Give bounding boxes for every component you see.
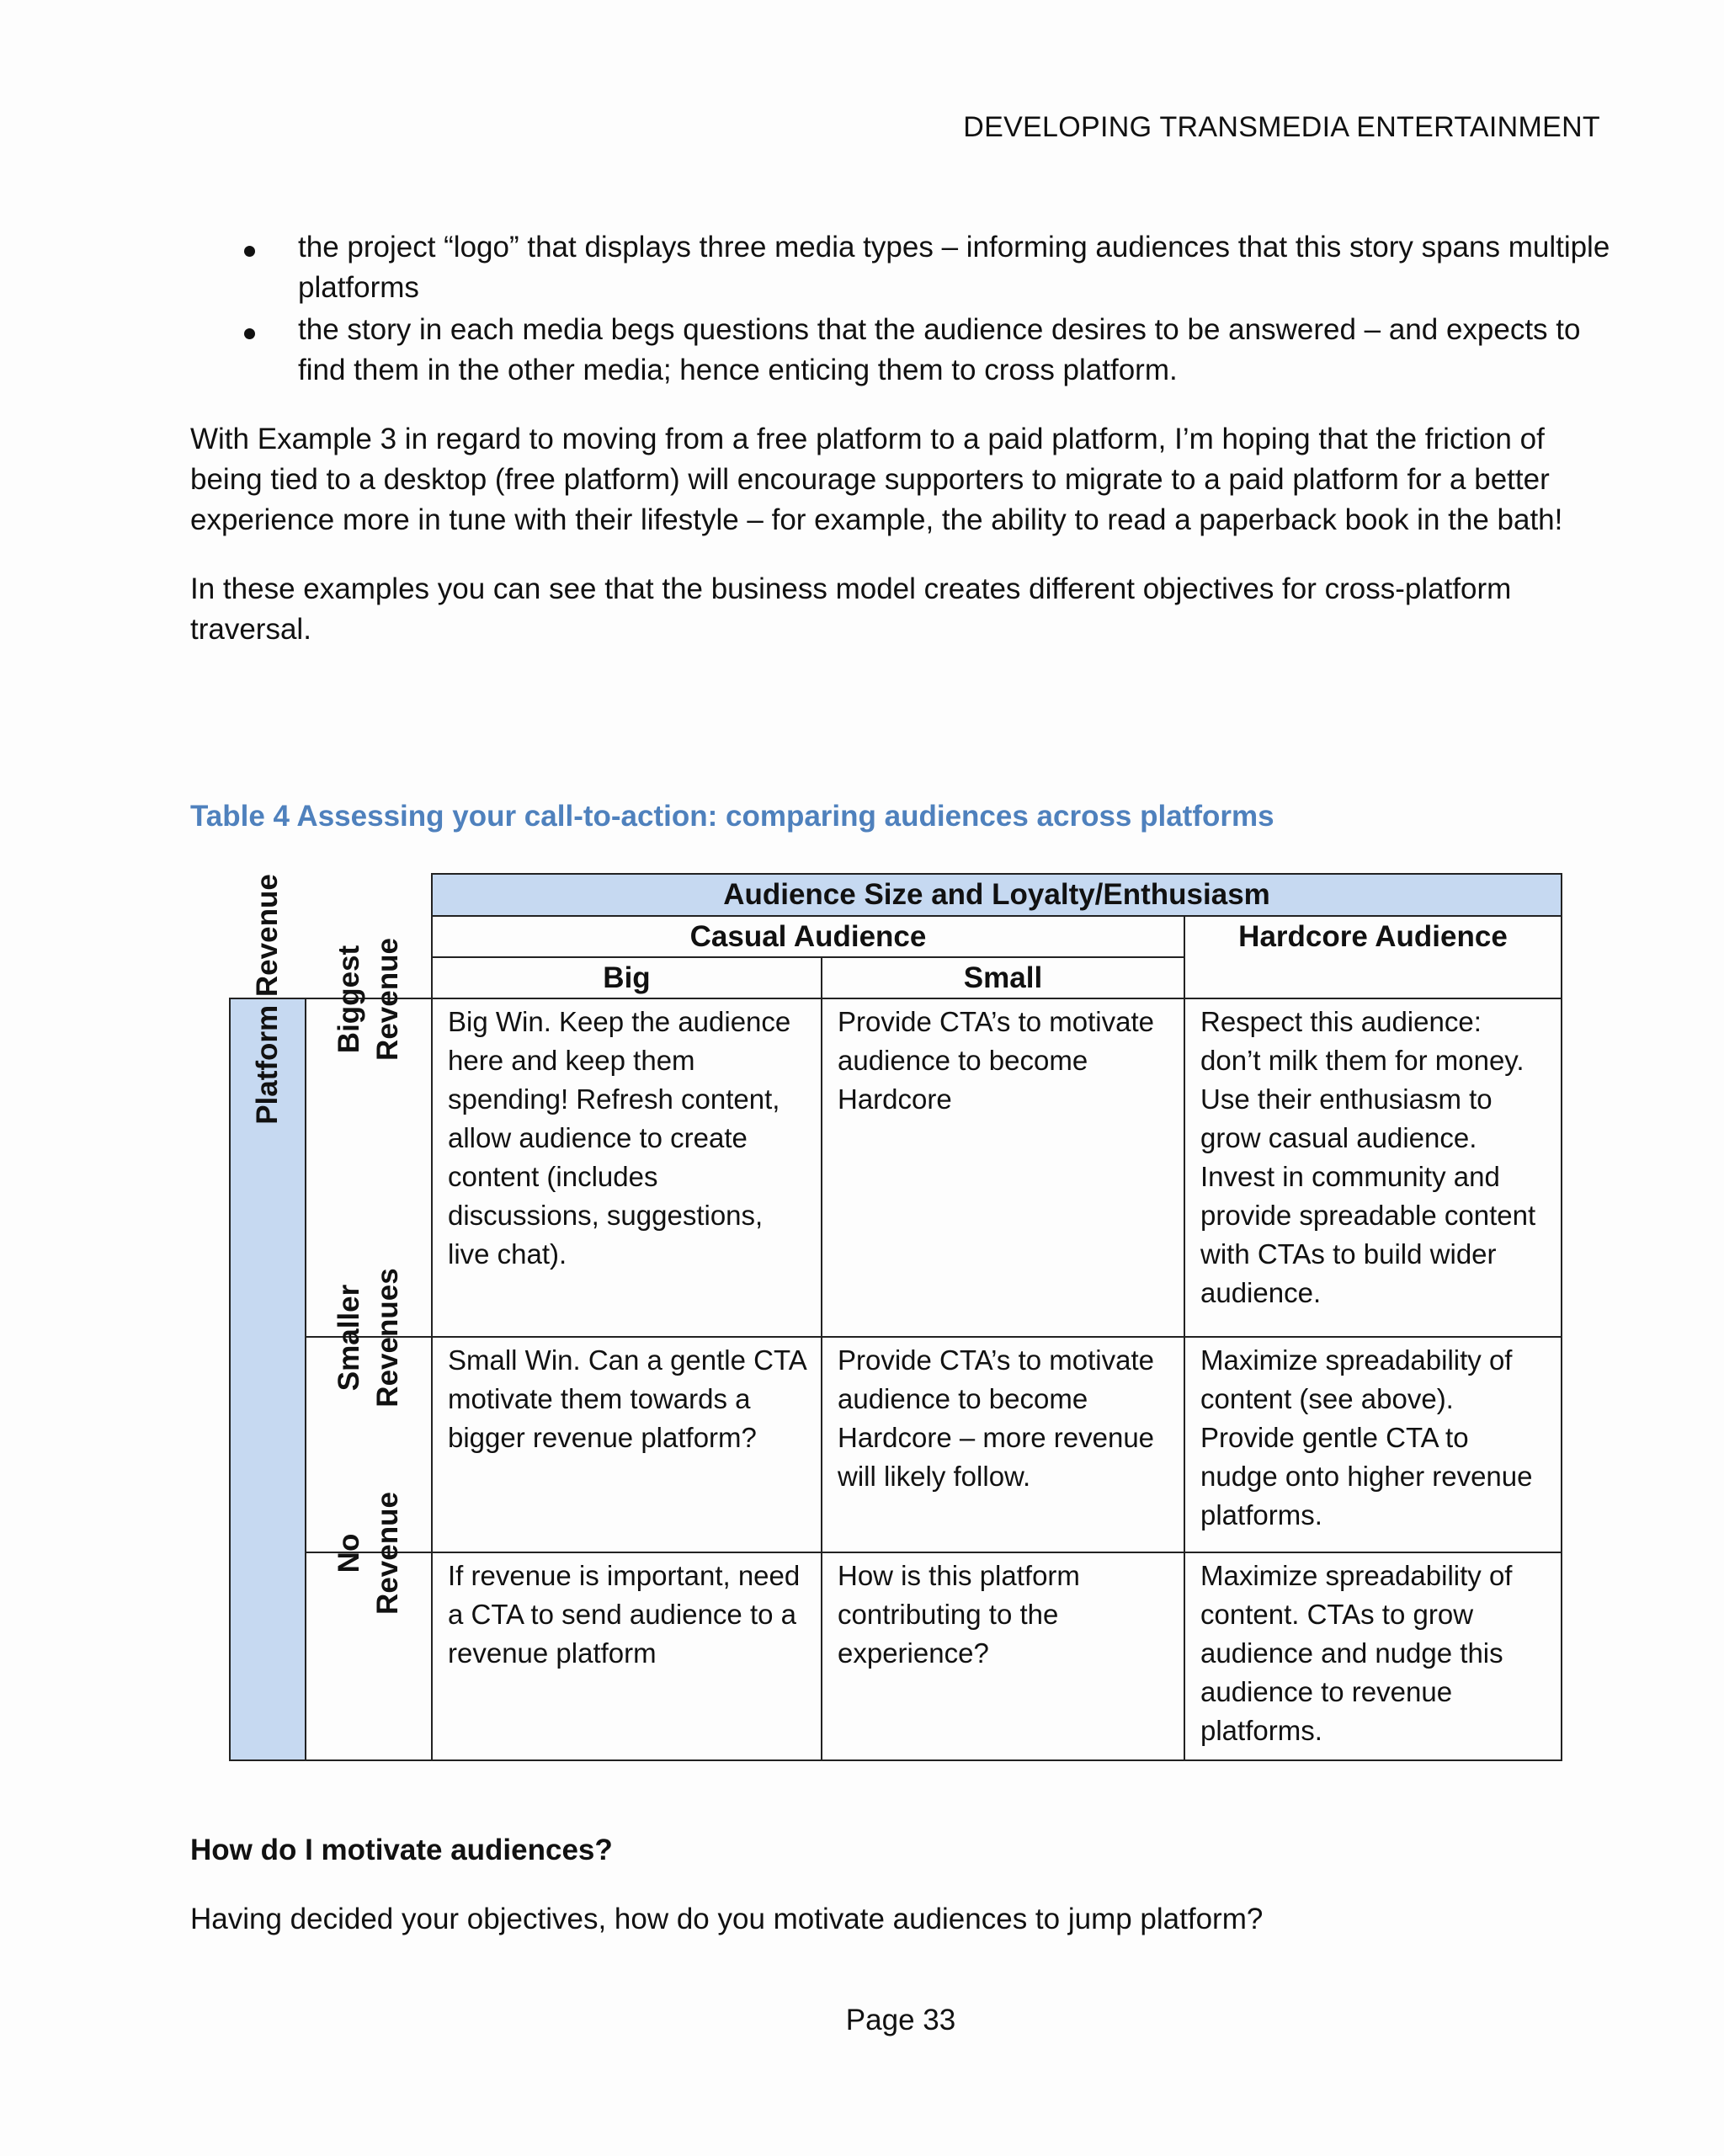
cta-assessment-table [229,873,1562,1761]
table-caption: Table 4 Assessing your call-to-action: comparing audiences across platforms [190,800,1274,833]
bullet-icon [244,328,255,339]
table-cell: How is this platform contributing to the experience? [822,1552,1184,1760]
table-cell: Small Win. Can a gentle CTA motivate them towards a bigger revenue platform? [432,1337,822,1552]
hardcore-audience-header: Hardcore Audience [1184,916,1562,998]
table-cell: Big Win. Keep the audience here and keep them spending! Refresh content, allow audience to create content (includes discussions, suggestions, live chat). [432,998,822,1337]
small-header: Small [822,957,1184,998]
list-item: the project “logo” that displays three media types – informing audiences that this story spans multiple platforms [190,227,1621,308]
paragraph-example-3: With Example 3 in regard to moving from a free platform to a paid platform, I’m hoping that the friction of being tied to a desktop (free platform) will encourage supporters to migrate to a paid platform for a better experience more in tune with their lifestyle – for example, the ability to read a paperback book in the bath! [190,423,1563,536]
row-label-no-revenue: No Revenue [306,1552,432,1760]
casual-audience-header: Casual Audience [432,916,1184,957]
table-cell: If revenue is important, need a CTA to send audience to a revenue platform [432,1552,822,1760]
bullet-list [190,227,1621,391]
paragraph-business-model: In these examples you can see that the business model creates different objectives for cross-platform traversal. [190,572,1512,646]
row-label-biggest-revenue: Biggest Revenue [306,998,432,1337]
running-header: DEVELOPING TRANSMEDIA ENTERTAINMENT [963,111,1600,143]
body-content [190,227,1621,650]
closing-paragraph: Having decided your objectives, how do you motivate audiences to jump platform? [190,1903,1264,1935]
table-cell: Provide CTA’s to motivate audience to become Hardcore [822,998,1184,1337]
page-number: Page 33 [845,2004,956,2036]
table-cell: Provide CTA’s to motivate audience to become Hardcore – more revenue will likely follow. [822,1337,1184,1552]
row-label-smaller-revenues: Smaller Revenues [306,1337,432,1552]
platform-revenue-header: Platform Revenue [230,998,306,1760]
section-subheading: How do I motivate audiences? [190,1834,613,1866]
big-header: Big [432,957,822,998]
table-cell: Maximize spreadability of content. CTAs to grow audience and nudge this audience to revenue platforms. [1184,1552,1562,1760]
bullet-icon [244,246,255,257]
audience-size-header: Audience Size and Loyalty/Enthusiasm [432,874,1562,916]
table-cell: Respect this audience: don’t milk them for money. Use their enthusiasm to grow casual audience. Invest in community and provide spreadable content with CTAs to build wider audience. [1184,998,1562,1337]
table-cell: Maximize spreadability of content (see above). Provide gentle CTA to nudge onto higher revenue platforms. [1184,1337,1562,1552]
list-item: the story in each media begs questions that the audience desires to be answered – and expects to find them in the other media; hence enticing them to cross platform. [190,310,1621,391]
